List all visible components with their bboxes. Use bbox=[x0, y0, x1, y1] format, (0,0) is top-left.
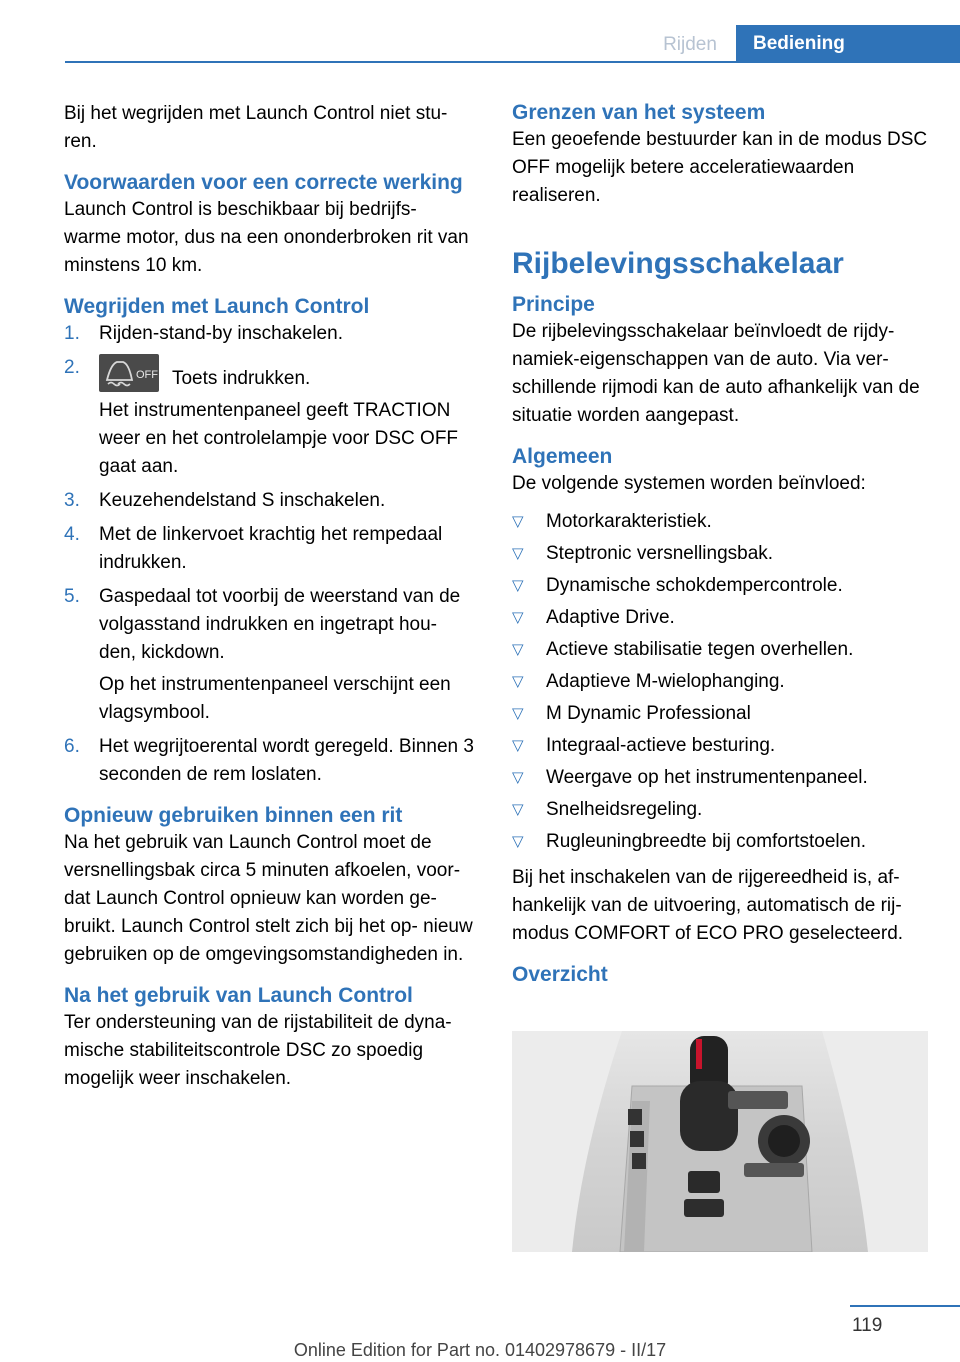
footer-rule bbox=[850, 1305, 960, 1307]
list-item-text: Rugleuningbreedte bij comfortstoelen. bbox=[546, 831, 867, 852]
step-item bbox=[64, 320, 479, 348]
step-text: Keuzehendelstand S inschakelen. bbox=[99, 490, 386, 511]
list-item bbox=[512, 828, 928, 856]
step-item bbox=[64, 733, 479, 789]
triangle-bullet-icon: ▽ bbox=[512, 705, 524, 722]
list-item bbox=[512, 700, 928, 728]
general-text: De volgende systemen worden beïnvloed: bbox=[512, 473, 866, 494]
limits-text: Een geoefende bestuurder kan in de modus DSC OFF mogelijk betere acceleratiewaarden realiseren. bbox=[512, 129, 928, 206]
step-number: 3. bbox=[64, 490, 80, 511]
heading-overview: Overzicht bbox=[512, 963, 608, 986]
step-item bbox=[64, 583, 479, 727]
triangle-bullet-icon: ▽ bbox=[512, 513, 524, 530]
list-item-text: Dynamische schokdempercontrole. bbox=[546, 575, 843, 596]
step-text: Het wegrijtoerental wordt geregeld. Binnen 3 seconden de rem loslaten. bbox=[99, 736, 474, 785]
step-number: 4. bbox=[64, 524, 80, 545]
list-item bbox=[512, 540, 928, 568]
triangle-bullet-icon: ▽ bbox=[512, 833, 524, 850]
step-text: Rijden-stand-by inschakelen. bbox=[99, 323, 343, 344]
heading-system-limits: Grenzen van het systeem bbox=[512, 101, 766, 124]
heading-after-use: Na het gebruik van Launch Control bbox=[64, 984, 413, 1007]
header-section-tab: Rijden bbox=[663, 34, 717, 55]
step-subtext: Op het instrumentenpaneel verschijnt een vlagsymbool. bbox=[99, 674, 451, 723]
list-item bbox=[512, 572, 928, 600]
list-item bbox=[512, 636, 928, 664]
list-item bbox=[512, 764, 928, 792]
triangle-bullet-icon: ▽ bbox=[512, 673, 524, 690]
list-item-text: M Dynamic Professional bbox=[546, 703, 751, 724]
step-number: 6. bbox=[64, 736, 80, 757]
page-number: 119 bbox=[852, 1315, 883, 1336]
triangle-bullet-icon: ▽ bbox=[512, 801, 524, 818]
heading-principle: Principe bbox=[512, 293, 595, 316]
step-text: Gaspedaal tot voorbij de weerstand van de volgasstand indrukken en ingetrapt hou- den, kickdown. bbox=[99, 586, 461, 663]
steps-list bbox=[64, 320, 479, 789]
list-item-text: Adaptieve M-wielophanging. bbox=[546, 671, 785, 692]
left-column bbox=[64, 100, 479, 1103]
list-item-text: Weergave op het instrumentenpaneel. bbox=[546, 767, 868, 788]
step-item bbox=[64, 354, 479, 481]
triangle-bullet-icon: ▽ bbox=[512, 577, 524, 594]
triangle-bullet-icon: ▽ bbox=[512, 769, 524, 786]
step-number: 2. bbox=[64, 357, 80, 378]
step-item bbox=[64, 487, 479, 515]
reuse-text: Na het gebruik van Launch Control moet de versnellingsbak circa 5 minuten afkoelen, voor- dat Launch Control opnieuw kan worden ge- bruikt. Launch Control stelt zich bij het op- nieuw gebruiken op de omgevingsomstandigheden in. bbox=[64, 832, 473, 965]
list-item bbox=[512, 732, 928, 760]
dsc-off-label: OFF bbox=[136, 369, 158, 381]
list-item-text: Actieve stabilisatie tegen overhellen. bbox=[546, 639, 854, 660]
intro-text: Bij het wegrijden met Launch Control niet stu- ren. bbox=[64, 103, 448, 152]
step-text: Toets indrukken. bbox=[171, 368, 311, 389]
list-item-text: Adaptive Drive. bbox=[546, 607, 675, 628]
heading-drive-away: Wegrijden met Launch Control bbox=[64, 295, 370, 318]
step-text: Met de linkervoet krachtig het rempedaal indrukken. bbox=[99, 524, 443, 573]
list-item bbox=[512, 668, 928, 696]
list-item-text: Snelheidsregeling. bbox=[546, 799, 703, 820]
list-item bbox=[512, 796, 928, 824]
after-use-text: Ter ondersteuning van de rijstabiliteit de dyna- mische stabiliteitscontrole DSC zo spoedig mogelijk weer inschakelen. bbox=[64, 1012, 452, 1089]
heading-conditions: Voorwaarden voor een correcte werking bbox=[64, 171, 463, 194]
heading-reuse: Opnieuw gebruiken binnen een rit bbox=[64, 804, 403, 827]
triangle-bullet-icon: ▽ bbox=[512, 641, 524, 658]
triangle-bullet-icon: ▽ bbox=[512, 737, 524, 754]
list-item-text: Motorkarakteristiek. bbox=[546, 511, 712, 532]
heading-general: Algemeen bbox=[512, 445, 613, 468]
systems-list bbox=[512, 508, 928, 856]
right-column bbox=[512, 100, 928, 988]
list-item-text: Steptronic versnellingsbak. bbox=[546, 543, 774, 564]
step-number: 1. bbox=[64, 323, 80, 344]
step-number: 5. bbox=[64, 586, 80, 607]
step-subtext: Het instrumentenpaneel geeft TRACTION weer en het controlelampje voor DSC OFF gaat aan. bbox=[99, 400, 459, 477]
step-item bbox=[64, 521, 479, 577]
mode-selection-text: Bij het inschakelen van de rijgereedheid is, af- hankelijk van de uitvoering, automatisch de rij- modus COMFORT of ECO PRO geselecteerd. bbox=[512, 867, 904, 944]
edition-footer: Online Edition for Part no. 01402978679 - II/17 bbox=[293, 1340, 667, 1360]
list-item-text: Integraal-actieve besturing. bbox=[546, 735, 776, 756]
header-active-tab: Bediening bbox=[736, 25, 960, 62]
principle-text: De rijbelevingsschakelaar beïnvloedt de rijdy- namiek-eigenschappen van de auto. Via ver- schillende rijmodi kan de auto afhankelijk van de situatie worden aangepast. bbox=[512, 321, 920, 426]
list-item bbox=[512, 508, 928, 536]
header-rule bbox=[65, 61, 960, 63]
triangle-bullet-icon: ▽ bbox=[512, 545, 524, 562]
heading-driving-experience-switch: Rijbelevingsschakelaar bbox=[512, 247, 844, 280]
conditions-text: Launch Control is beschikbaar bij bedrijfs- warme motor, dus na een ononderbroken rit van minstens 10 km. bbox=[64, 199, 469, 276]
center-console-photo bbox=[512, 1031, 928, 1252]
dsc-off-button-icon bbox=[99, 354, 159, 392]
triangle-bullet-icon: ▽ bbox=[512, 609, 524, 626]
list-item bbox=[512, 604, 928, 632]
